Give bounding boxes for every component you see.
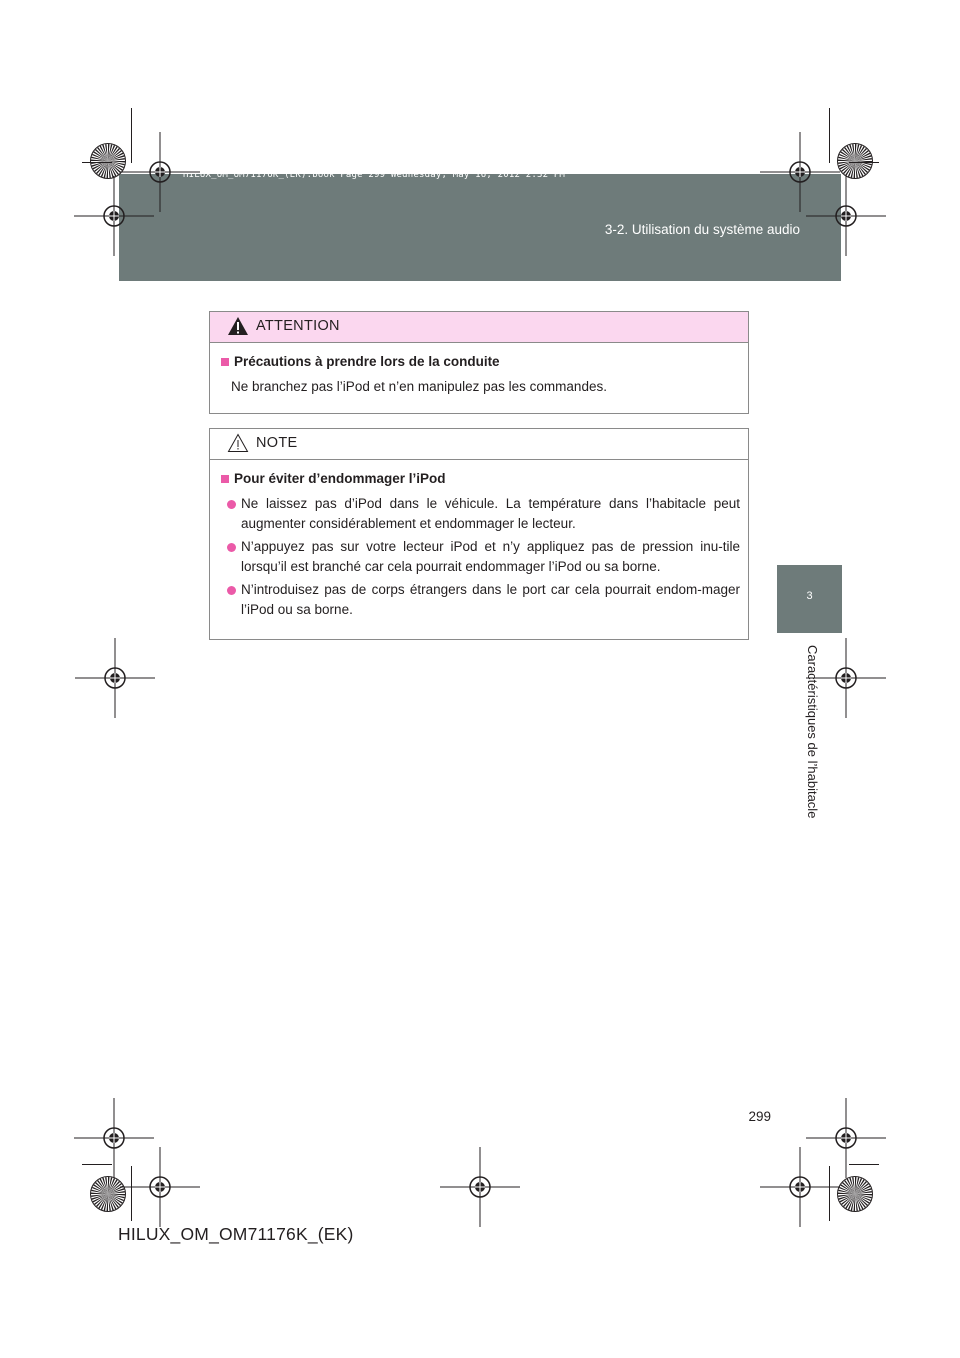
crosshair-target-icon [74,176,154,256]
note-subheading-text: Pour éviter d’endommager l’iPod [234,471,446,486]
chapter-title: Caractéristiques de l’habitacle [805,645,820,819]
crosshair-target-icon [806,176,886,256]
crop-mark [131,1166,132,1221]
starburst-target-icon [837,143,873,179]
crop-mark [849,1164,879,1165]
page-number: 299 [748,1109,771,1124]
note-subheading [221,469,740,489]
crop-mark [849,162,879,163]
crosshair-target-icon [440,1147,520,1227]
list-item [221,537,740,577]
square-bullet-icon [221,358,229,366]
crop-mark [131,108,132,163]
list-item [221,580,740,620]
crop-mark [82,162,112,163]
document-code: HILUX_OM_OM71176K_(EK) [118,1224,354,1244]
section-title: 3-2. Utilisation du système audio [604,222,800,237]
list-item [221,494,740,534]
crosshair-target-icon [760,1147,840,1227]
note-label: NOTE [256,435,298,451]
circle-bullet-icon [227,500,236,509]
attention-header [210,312,748,343]
list-item-text: N’introduisez pas de corps étrangers dans le port car cela pourrait endom-mager l’iPod ou sa borne. [241,582,740,617]
list-item-text: N’appuyez pas sur votre lecteur iPod et n’y appliquez pas de pression inu-tile lorsqu’il est branché car cela pourrait endommager l’iPod ou sa borne. [241,539,740,574]
crop-mark [829,108,830,163]
square-bullet-icon [221,475,229,483]
crosshair-target-icon [75,638,155,718]
chapter-number: 3 [806,590,813,602]
note-box [209,428,749,640]
attention-subheading [221,352,740,372]
warning-outline-icon [227,433,249,453]
starburst-target-icon [837,1176,873,1212]
crop-mark [829,1166,830,1221]
crop-mark [82,1164,112,1165]
list-item-text: Ne laissez pas d’iPod dans le véhicule. La température dans l’habitacle peut augmenter considérablement et endommager le lecteur. [241,496,740,531]
circle-bullet-icon [227,543,236,552]
attention-subheading-text: Précautions à prendre lors de la conduite [234,354,500,369]
warning-filled-icon [227,316,249,336]
attention-text: Ne branchez pas l’iPod et n’en manipulez pas les commandes. [231,379,607,394]
attention-box [209,311,749,414]
note-header [210,429,748,460]
attention-label: ATTENTION [256,318,340,334]
file-stamp: HILUX_OM_OM71176K_(EK).book Page 299 Wednesday, May 16, 2012 2:32 PM [183,170,566,180]
chapter-tab [777,565,842,633]
crosshair-target-icon [806,638,886,718]
circle-bullet-icon [227,586,236,595]
crosshair-target-icon [120,1147,200,1227]
